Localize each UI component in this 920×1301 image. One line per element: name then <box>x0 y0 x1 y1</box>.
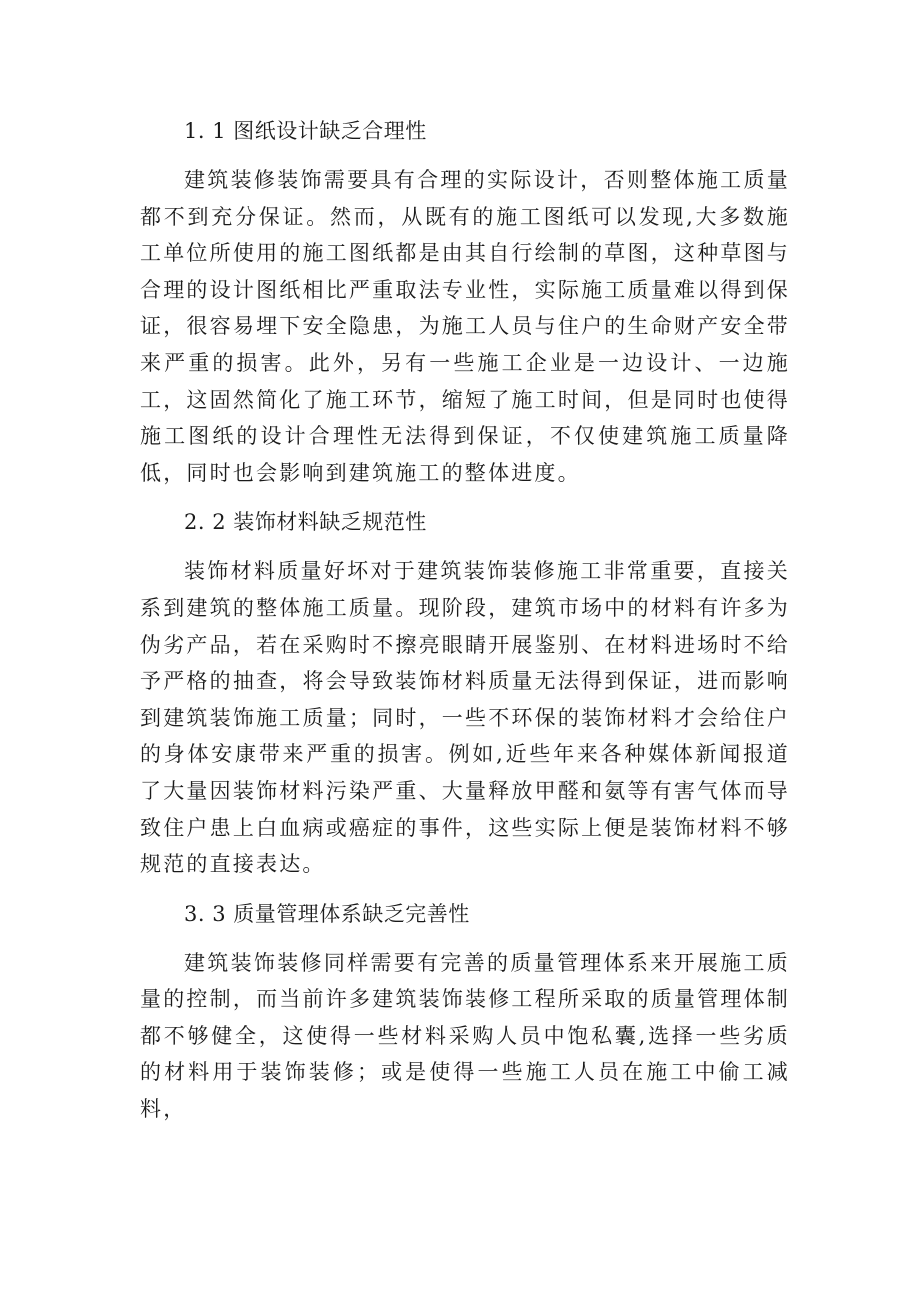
section-body-3: 建筑装饰装修同样需要有完善的质量管理体系来开展施工质量的控制，而当前许多建筑装饰装修工程所采取的质量管理体制都不够健全，这使得一些材料采购人员中饱私囊,选择一些劣质的材料用于装饰装修；或是使得一些施工人员在施工中偷工减料， <box>140 950 790 1122</box>
section-body-1: 建筑装修装饰需要具有合理的实际设计，否则整体施工质量都不到充分保证。然而，从既有的施工图纸可以发现,大多数施工单位所使用的施工图纸都是由其自行绘制的草图，这种草图与合理的设计图纸相比严重取法专业性，实际施工质量难以得到保证，很容易埋下安全隐患，为施工人员与住户的生命财产安全带来严重的损害。此外，另有一些施工企业是一边设计、一边施工，这固然简化了施工环节，缩短了施工时间，但是同时也使得施工图纸的设计合理性无法得到保证，不仅使建筑施工质量降低，同时也会影响到建筑施工的整体进度。 <box>140 168 790 485</box>
section-heading-3: 3. 3 质量管理体系缺乏完善性 <box>184 901 470 926</box>
section-heading-1: 1. 1 图纸设计缺乏合理性 <box>184 119 427 143</box>
section-body-2: 装饰材料质量好坏对于建筑装饰装修施工非常重要，直接关系到建筑的整体施工质量。现阶段，建筑市场中的材料有许多为伪劣产品，若在采购时不擦亮眼睛开展鉴别、在材料进场时不给予严格的抽查，将会导致装饰材料质量无法得到保证，进而影响到建筑装饰施工质量；同时，一些不环保的装饰材料才会给住户的身体安康带来严重的损害。例如,近些年来各种媒体新闻报道了大量因装饰材料污染严重、大量释放甲醛和氨等有害气体而导致住户患上白血病或癌症的事件，这些实际上便是装饰材料不够规范的直接表达。 <box>140 559 790 877</box>
section-heading-2: 2. 2 装饰材料缺乏规范性 <box>184 510 427 535</box>
document-page <box>140 108 790 1136</box>
